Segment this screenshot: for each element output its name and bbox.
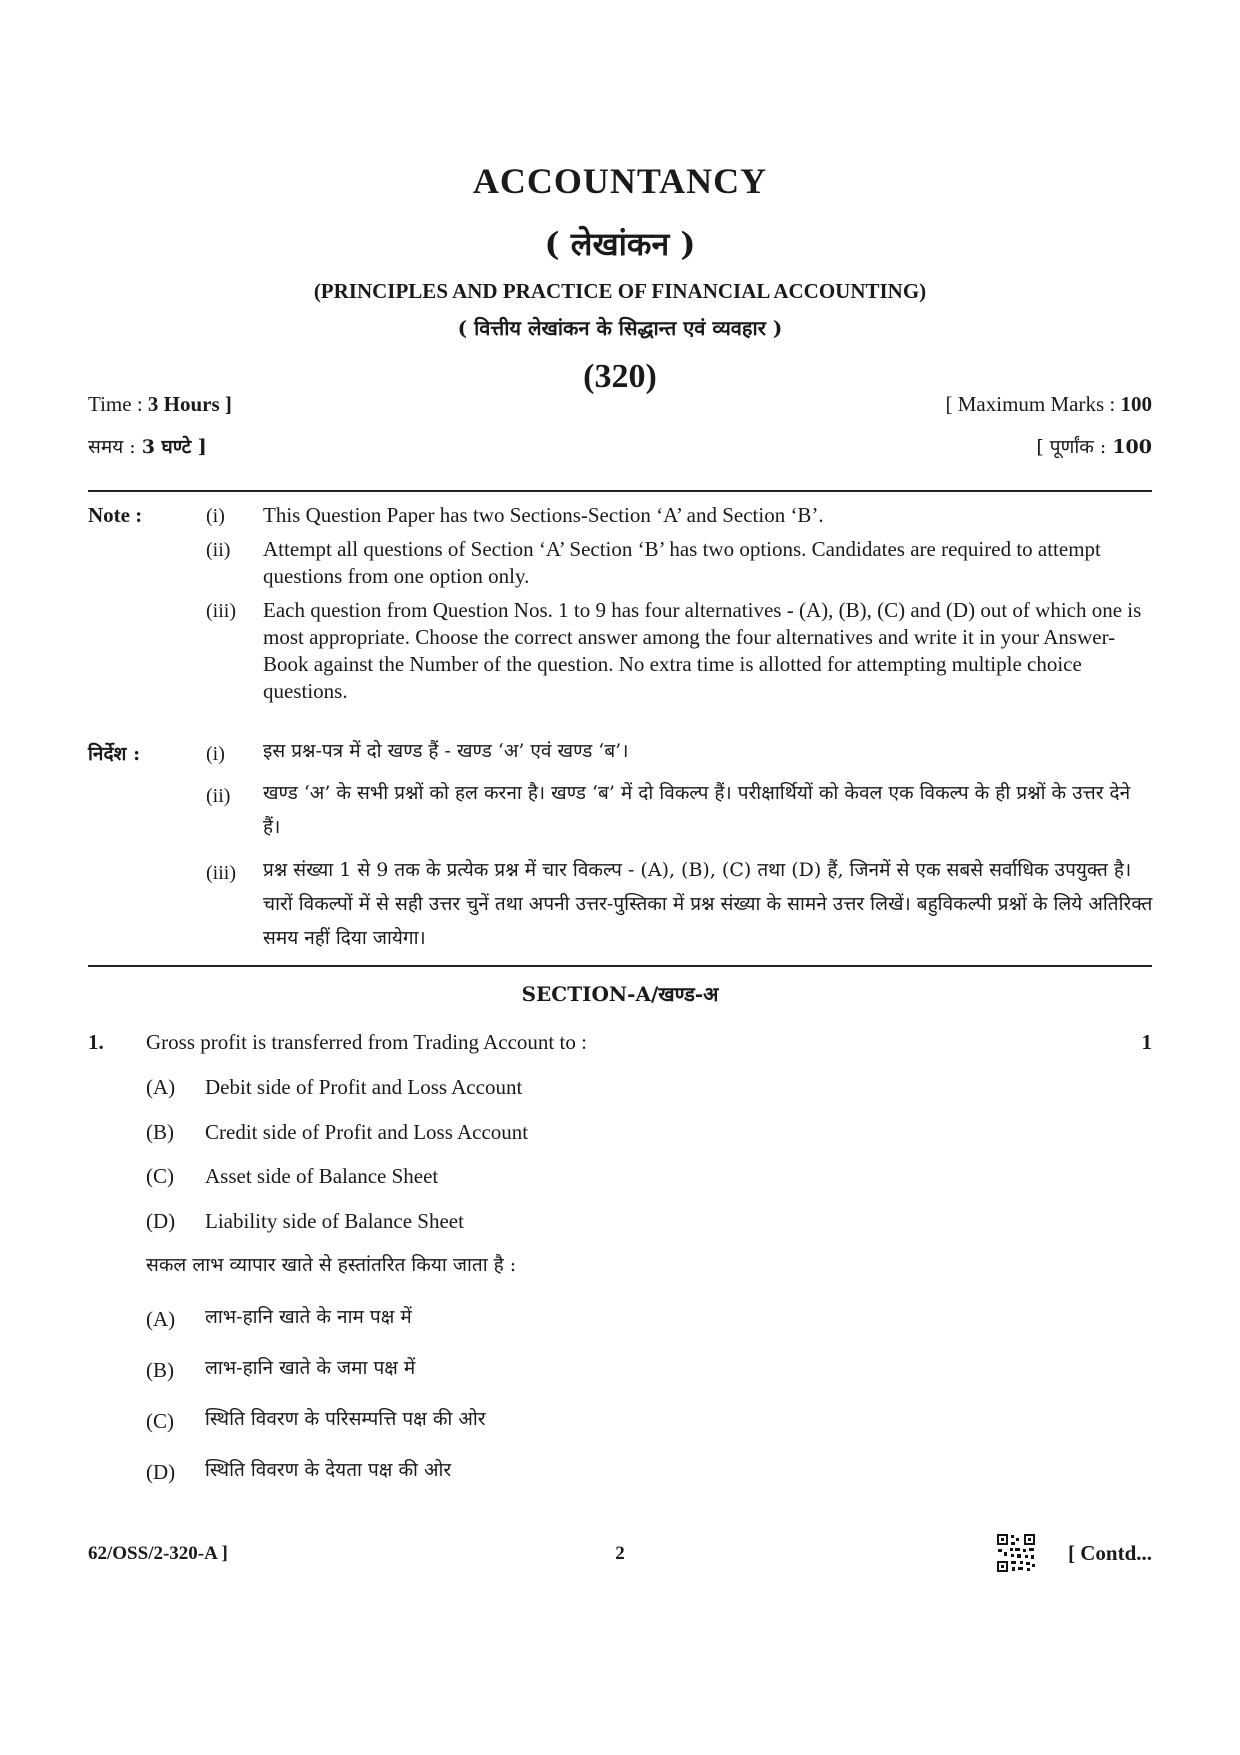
max-marks-info <box>946 392 1152 417</box>
note-item-number: (i) <box>206 505 225 527</box>
page-number: 2 <box>615 1543 625 1564</box>
option-hindi-label: (B) <box>146 1358 174 1382</box>
time-info <box>88 392 232 417</box>
option-hindi-label: (D) <box>146 1460 176 1484</box>
paper-title-hindi: ( लेखांकन ) <box>544 225 696 263</box>
note-item-text: Attempt all questions of Section ‘A’ Section ‘B’ has two options. Candidates are required to attempt questions from one option only. <box>263 537 1101 588</box>
max-marks-value: 100 <box>1120 392 1152 416</box>
max-marks-info-hindi <box>1036 433 1152 459</box>
note-label: Note : <box>88 503 143 527</box>
option-label: (D) <box>146 1209 176 1233</box>
option-hindi-text: स्थिति विवरण के परिसम्पत्ति पक्ष की ओर <box>205 1408 486 1430</box>
note-item-text: Each question from Question Nos. 1 to 9 has four alternatives - (A), (B), (C) and (D) out of which one is most appropriate. Choose the correct answer among the four alternatives and write it in your Answer-Book against the Number of the question. No extra time is allotted for attempting multiple choice questions. <box>263 598 1142 703</box>
option-hindi-label: (A) <box>146 1307 176 1331</box>
question-number: 1. <box>88 1030 104 1054</box>
option-hindi-text: स्थिति विवरण के देयता पक्ष की ओर <box>205 1459 452 1481</box>
option-hindi-label: (C) <box>146 1409 174 1433</box>
qr-code-icon <box>996 1533 1036 1573</box>
note-item-number: (ii) <box>206 539 231 561</box>
time-value: 3 Hours ] <box>147 392 232 416</box>
question-marks: 1 <box>1141 1030 1152 1054</box>
note-hindi-item-number: (ii) <box>206 785 231 807</box>
note-hindi-item-text: प्रश्न संख्या 1 से 9 तक के प्रत्येक प्रश्न में चार विकल्प - (A), (B), (C) तथा (D) हैं, जिनमें से एक सबसे सर्वाधिक उपयुक्त है। चारों विकल्पों में से सही उत्तर चुनें तथा अपनी उत्तर-पुस्तिका में प्रश्न संख्या के सामने उत्तर लिखें। बहुविकल्पी प्रश्नों के लिये अतिरिक्त समय नहीं दिया जायेगा। <box>263 859 1153 949</box>
paper-code: 62/OSS/2-320-A ] <box>88 1543 228 1564</box>
note-hindi-item-number: (i) <box>206 743 225 765</box>
option-label: (B) <box>146 1120 174 1144</box>
max-marks-hindi-value: 100 <box>1112 436 1152 458</box>
option-hindi-text: लाभ-हानि खाते के नाम पक्ष में <box>205 1306 412 1328</box>
option-label: (C) <box>146 1164 174 1188</box>
option-text: Asset side of Balance Sheet <box>205 1164 439 1188</box>
section-heading: SECTION-A/खण्ड-अ <box>521 982 719 1006</box>
note-item-text: This Question Paper has two Sections-Section ‘A’ and Section ‘B’. <box>263 503 824 527</box>
option-text: Debit side of Profit and Loss Account <box>205 1075 523 1099</box>
option-label: (A) <box>146 1075 176 1099</box>
divider-middle <box>88 965 1152 967</box>
note-hindi-item-number: (iii) <box>206 862 236 884</box>
subject-code: (320) <box>583 358 657 395</box>
paper-subtitle: (PRINCIPLES AND PRACTICE OF FINANCIAL ACCOUNTING) <box>313 279 927 303</box>
time-label: Time : <box>88 392 143 416</box>
divider-top <box>88 490 1152 492</box>
note-item-number: (iii) <box>206 600 236 622</box>
option-text: Credit side of Profit and Loss Account <box>205 1120 529 1144</box>
max-marks-label: [ Maximum Marks : <box>945 392 1116 416</box>
note-hindi-item-text: खण्ड ‘अ’ के सभी प्रश्नों को हल करना है। खण्ड ‘ब’ में दो विकल्प हैं। परीक्षार्थियों को केवल एक विकल्प के ही प्रश्नों के उत्तर देने हैं। <box>263 782 1131 838</box>
time-info-hindi <box>88 433 207 459</box>
option-text: Liability side of Balance Sheet <box>205 1209 464 1233</box>
option-hindi-text: लाभ-हानि खाते के जमा पक्ष में <box>205 1357 416 1379</box>
paper-subtitle-hindi: ( वित्तीय लेखांकन के सिद्धान्त एवं व्यवहार ) <box>457 316 783 340</box>
paper-title: ACCOUNTANCY <box>472 161 768 201</box>
time-hindi-value: 3 घण्टे ] <box>141 436 207 458</box>
note-hindi-item-text: इस प्रश्न-पत्र में दो खण्ड हैं - खण्ड ‘अ’ एवं खण्ड ‘ब’। <box>263 740 629 762</box>
question-text: Gross profit is transferred from Trading Account to : <box>146 1030 587 1054</box>
max-marks-hindi-label: [ पूर्णांक : <box>1036 436 1107 458</box>
time-hindi-label: समय : <box>88 436 136 458</box>
note-hindi-label: निर्देश : <box>88 743 141 765</box>
question-text-hindi: सकल लाभ व्यापार खाते से हस्तांतरित किया जाता है : <box>146 1254 517 1276</box>
continued-label: [ Contd... <box>1067 1541 1152 1565</box>
